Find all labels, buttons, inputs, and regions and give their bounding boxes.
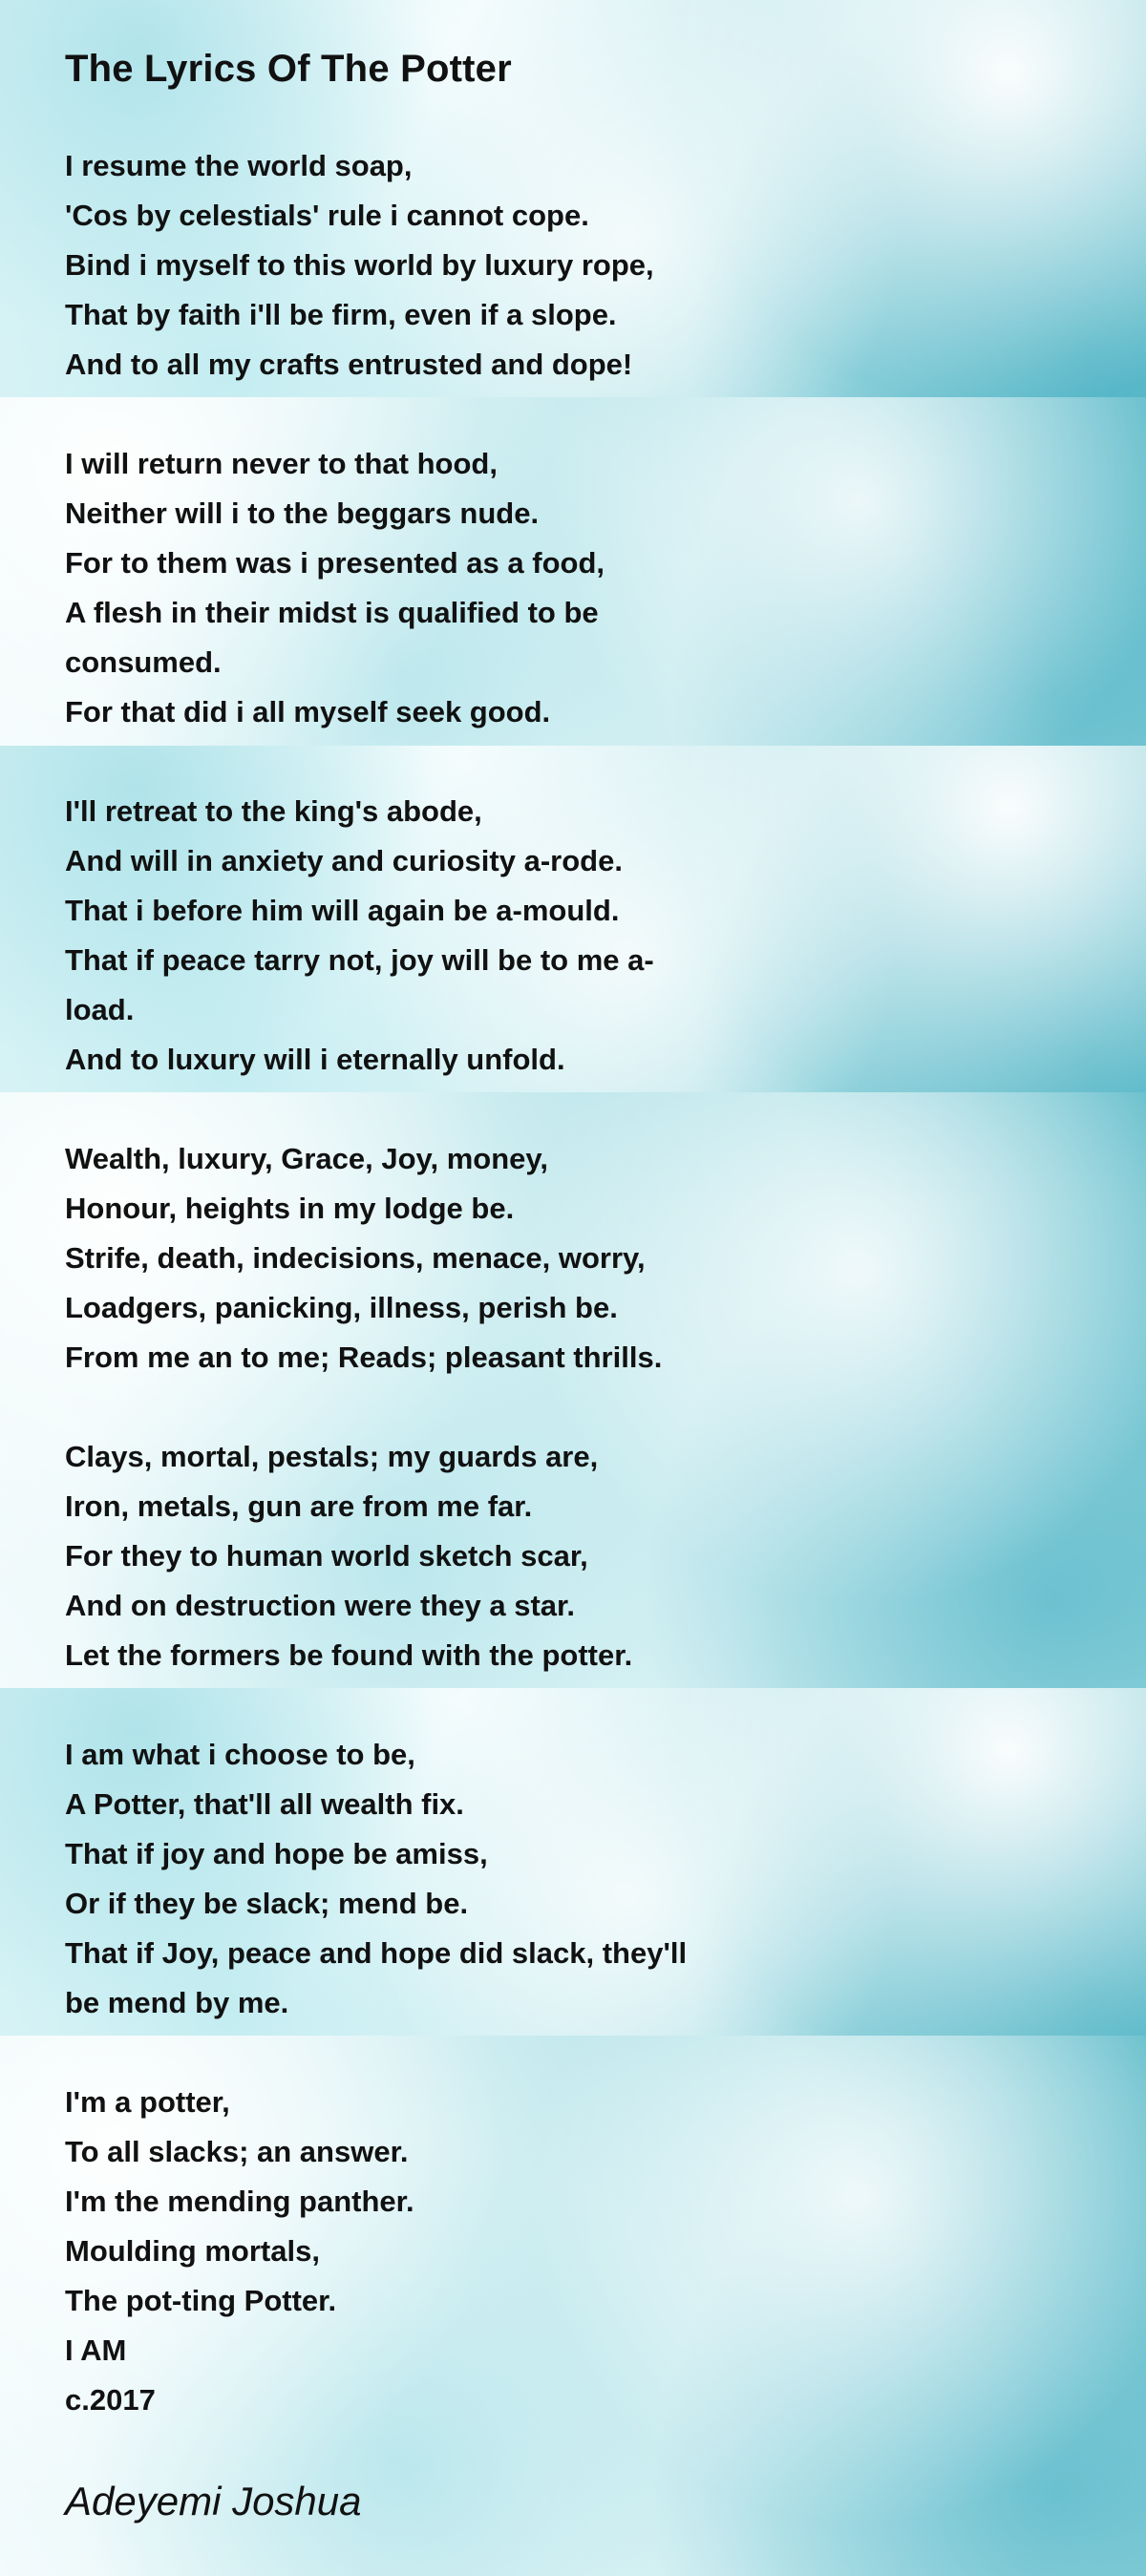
- poem-line: Let the formers be found with the potter.: [65, 1638, 633, 1672]
- poem-line: That if peace tarry not, joy will be to me a-: [65, 943, 654, 977]
- poem-line: c.2017: [65, 2383, 156, 2417]
- poem-line: And will in anxiety and curiosity a-rode.: [65, 844, 623, 877]
- poem-line: Strife, death, indecisions, menace, worry,: [65, 1241, 646, 1275]
- poem-line: Clays, mortal, pestals; my guards are,: [65, 1440, 599, 1473]
- stanza-7: [65, 2078, 414, 2425]
- poem-line: 'Cos by celestials' rule i cannot cope.: [65, 199, 589, 232]
- poem-line: I will return never to that hood,: [65, 447, 498, 480]
- poem-line: For they to human world sketch scar,: [65, 1539, 588, 1573]
- poem-author: Adeyemi Joshua: [65, 2479, 362, 2523]
- poem-line: Bind i myself to this world by luxury rope,: [65, 248, 654, 282]
- poem-line: Wealth, luxury, Grace, Joy, money,: [65, 1142, 548, 1175]
- poem-line: I'm a potter,: [65, 2085, 230, 2119]
- poem-line: And to all my crafts entrusted and dope!: [65, 348, 633, 381]
- stanza-6: [65, 1730, 687, 2028]
- poem-line: And to luxury will i eternally unfold.: [65, 1043, 565, 1076]
- poem-line: From me an to me; Reads; pleasant thrills.: [65, 1341, 663, 1374]
- poem-title: The Lyrics Of The Potter: [65, 48, 512, 90]
- stanza-4: [65, 1134, 662, 1383]
- poem-line: Moulding mortals,: [65, 2234, 320, 2268]
- poem-line: Neither will i to the beggars nude.: [65, 496, 540, 530]
- poem-line: For that did i all myself seek good.: [65, 695, 551, 728]
- poem-line: Loadgers, panicking, illness, perish be.: [65, 1291, 618, 1324]
- poem-line: And on destruction were they a star.: [65, 1589, 576, 1622]
- poem-line: be mend by me.: [65, 1986, 289, 2019]
- poem-line: That if joy and hope be amiss,: [65, 1837, 488, 1870]
- poem-line: consumed.: [65, 645, 222, 679]
- poem-line: That if Joy, peace and hope did slack, they'll: [65, 1936, 688, 1970]
- poem-line: Honour, heights in my lodge be.: [65, 1192, 515, 1225]
- poem-line: A flesh in their midst is qualified to be: [65, 596, 599, 629]
- poem-line: Or if they be slack; mend be.: [65, 1887, 469, 1920]
- stanza-1: [65, 141, 654, 390]
- stanza-3: [65, 787, 654, 1085]
- poem-line: To all slacks; an answer.: [65, 2135, 409, 2168]
- poem-line: The pot-ting Potter.: [65, 2284, 337, 2317]
- poem-line: I'm the mending panther.: [65, 2185, 414, 2218]
- poem-line: That i before him will again be a-mould.: [65, 894, 620, 927]
- poem-line: Iron, metals, gun are from me far.: [65, 1489, 533, 1523]
- poem-line: load.: [65, 993, 135, 1026]
- poem-line: I resume the world soap,: [65, 149, 413, 182]
- poem-line: I AM: [65, 2333, 127, 2367]
- stanza-5: [65, 1432, 632, 1680]
- poem-line: For to them was i presented as a food,: [65, 546, 605, 580]
- poem-line: A Potter, that'll all wealth fix.: [65, 1787, 464, 1821]
- stanza-2: [65, 439, 605, 737]
- poem-line: I am what i choose to be,: [65, 1738, 415, 1771]
- poem-line: I'll retreat to the king's abode,: [65, 794, 482, 828]
- poem-line: That by faith i'll be firm, even if a slope.: [65, 298, 617, 331]
